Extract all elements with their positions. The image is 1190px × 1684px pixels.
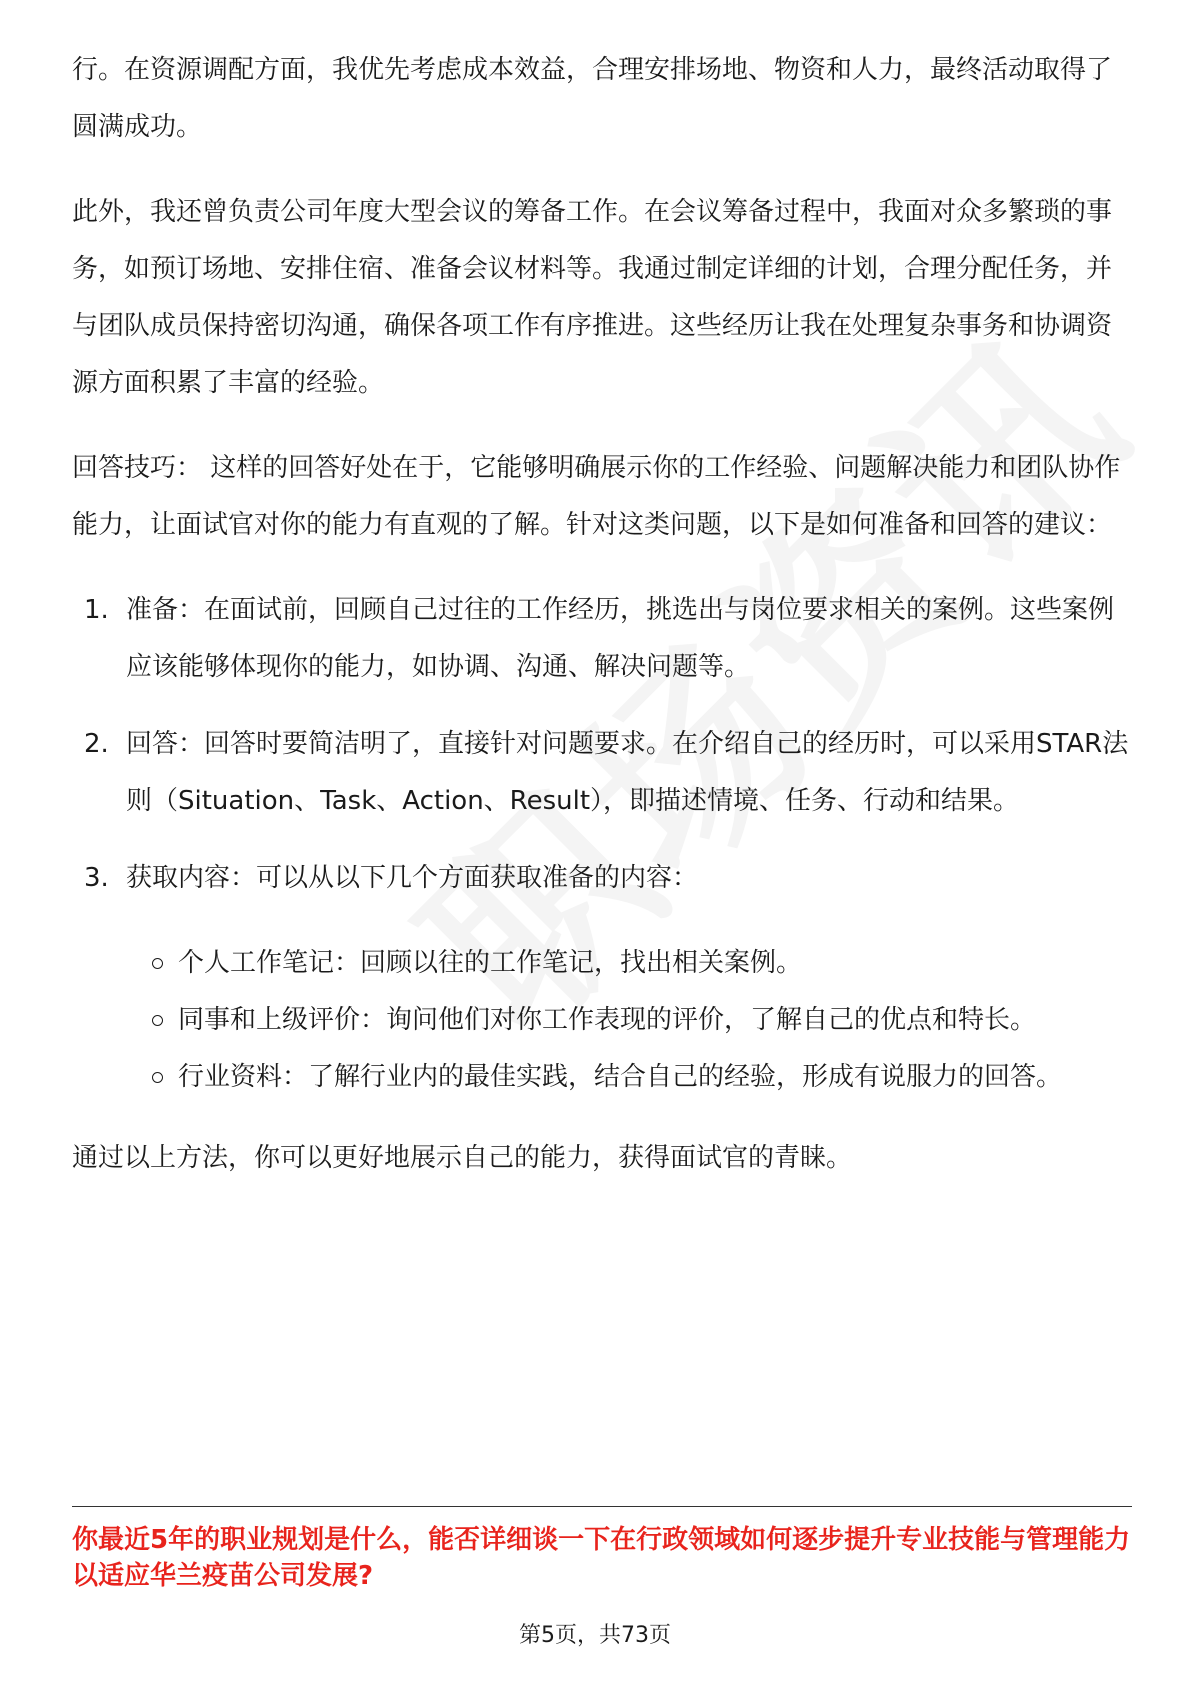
- list-item-text: 行业资料：了解行业内的最佳实践，结合自己的经验，形成有说服力的回答。: [178, 1062, 1063, 1092]
- step-text: 回答：回答时要简洁明了，直接针对问题要求。在介绍自己的经历时，可以采用STAR法则（Situation、Task、Action、Result），即描述情境、任务、行动和结果。: [126, 729, 1129, 816]
- steps-list: [72, 582, 1132, 907]
- page-number: 第5页，共73页: [519, 1623, 671, 1648]
- paragraph-closing: 通过以上方法，你可以更好地展示自己的能力，获得面试官的青睐。: [72, 1143, 853, 1173]
- step-item-get-content: [72, 850, 1132, 907]
- step-number: 1.: [84, 595, 109, 625]
- sources-list: [72, 935, 1132, 1106]
- interview-question: 你最近5年的职业规划是什么，能否详细谈一下在行政领域如何逐步提升专业技能与管理能力以适应华兰疫苗公司发展?: [72, 1525, 1131, 1591]
- paragraph-answer-tips: 回答技巧： 这样的回答好处在于，它能够明确展示你的工作经验、问题解决能力和团队协作能力，让面试官对你的能力有直观的了解。针对这类问题，以下是如何准备和回答的建议：: [72, 453, 1121, 540]
- step-item-answer: [72, 716, 1132, 830]
- paragraph-annual-meeting: 此外，我还曾负责公司年度大型会议的筹备工作。在会议筹备过程中，我面对众多繁琐的事务，如预订场地、安排住宿、准备会议材料等。我通过制定详细的计划，合理分配任务，并与团队成员保持密切沟通，确保各项工作有序推进。这些经历让我在处理复杂事务和协调资源方面积累了丰富的经验。: [72, 197, 1113, 398]
- list-item-text: 个人工作笔记：回顾以往的工作笔记，找出相关案例。: [178, 948, 803, 978]
- step-text: 准备：在面试前，回顾自己过往的工作经历，挑选出与岗位要求相关的案例。这些案例应该能够体现你的能力，如协调、沟通、解决问题等。: [126, 595, 1115, 682]
- bullet-circle-icon: [152, 1072, 163, 1083]
- list-item: [72, 1049, 1132, 1106]
- document-body: [72, 42, 1132, 1187]
- list-item: [72, 992, 1132, 1049]
- step-text: 获取内容：可以从以下几个方面获取准备的内容：: [126, 863, 699, 893]
- bullet-circle-icon: [152, 1015, 163, 1026]
- list-item-text: 同事和上级评价：询问他们对你工作表现的评价，了解自己的优点和特长。: [178, 1005, 1037, 1035]
- paragraph-activity-result: 行。在资源调配方面，我优先考虑成本效益，合理安排场地、物资和人力，最终活动取得了圆满成功。: [72, 55, 1113, 142]
- list-item: [72, 935, 1132, 992]
- section-divider: [72, 1506, 1132, 1507]
- bullet-circle-icon: [152, 958, 163, 969]
- step-item-prepare: [72, 582, 1132, 696]
- step-number: 3.: [84, 863, 109, 893]
- step-number: 2.: [84, 729, 109, 759]
